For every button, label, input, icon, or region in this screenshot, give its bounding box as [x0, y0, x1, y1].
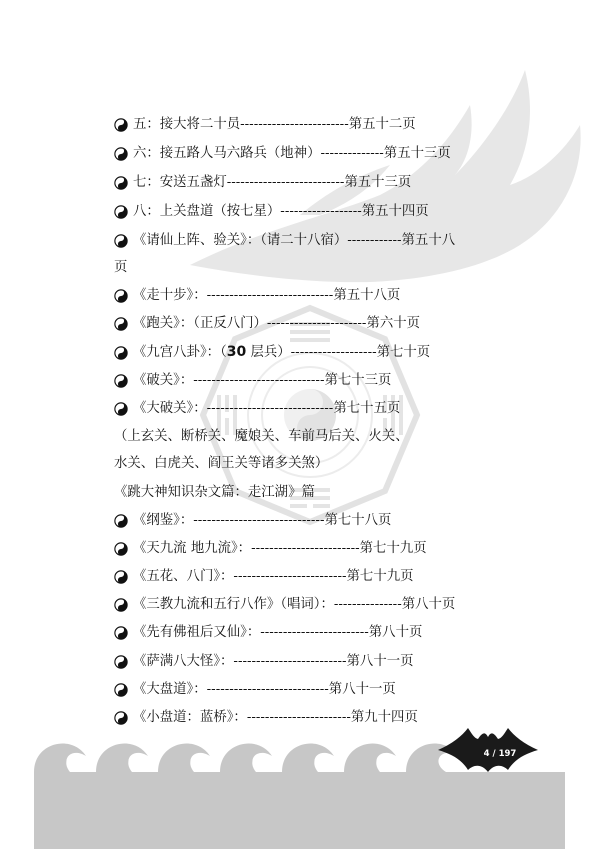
toc-entry-text: 《大盘道》：---------------------------第八十一页 — [133, 682, 396, 697]
taiji-icon — [114, 626, 130, 640]
toc-entry — [114, 369, 391, 393]
taiji-icon — [114, 176, 130, 190]
toc-entry — [114, 340, 430, 364]
taiji-icon — [114, 683, 130, 697]
taiji-icon — [114, 346, 130, 360]
toc-entry — [114, 481, 315, 505]
toc-entry-text: 五：接大将二十员------------------------第五十二页 — [133, 117, 416, 132]
toc-entry-text: 六：接五路人马六路兵（地神）--------------第五十三页 — [133, 146, 451, 161]
toc-entry-number: 30 — [226, 344, 247, 360]
toc-entry — [114, 397, 400, 421]
taiji-icon — [114, 542, 130, 556]
toc-entry-text: 《小盘道：蓝桥》：-----------------------第九十四页 — [133, 710, 418, 725]
toc-entry-text: 《三教九流和五行八作》（唱词）：---------------第八十页 — [133, 597, 456, 612]
taiji-icon — [114, 234, 130, 248]
toc-entry — [114, 113, 416, 137]
page-indicator: 4 / 197 — [483, 749, 517, 759]
toc-entry-text: 《跳大神知识杂文篇：走江湖》篇 — [114, 485, 315, 500]
taiji-icon — [114, 118, 130, 132]
toc-entry — [114, 509, 391, 533]
taiji-icon — [114, 514, 130, 528]
toc-entry — [114, 425, 409, 449]
toc-entry-text: 水关、白虎关、阎王关等诸多关煞） — [114, 456, 329, 471]
toc-entry-text: 《先有佛祖后又仙》：------------------------第八十页 — [133, 625, 423, 640]
toc-entry-text: 《纲鉴》：-----------------------------第七十八页 — [133, 513, 392, 528]
taiji-icon — [114, 402, 130, 416]
toc-entry — [114, 593, 455, 617]
toc-entry — [114, 565, 414, 589]
toc-entry-text: （上玄关、断桥关、魔娘关、车前马后关、火关、 — [114, 429, 409, 444]
toc-entry-text: 《走十步》：----------------------------第五十八页 — [133, 288, 401, 303]
toc-entry-text: 《九宫八卦》：（ — [133, 345, 227, 360]
toc-entry — [114, 621, 422, 645]
toc-entry-text: 八：上关盘道（按七星）------------------第五十四页 — [133, 204, 429, 219]
toc-entry — [114, 650, 414, 674]
toc-entry — [114, 256, 127, 280]
toc-entry — [114, 452, 328, 476]
taiji-icon — [114, 655, 130, 669]
toc-entry-text: 《五花、八门》：-------------------------第七十九页 — [133, 569, 414, 584]
taiji-icon — [114, 205, 130, 219]
taiji-icon — [114, 598, 130, 612]
toc-entry-text: 《大破关》：----------------------------第七十五页 — [133, 401, 401, 416]
wave-footer — [0, 720, 600, 849]
taiji-icon — [114, 317, 130, 331]
toc-entry — [114, 284, 400, 308]
toc-entry — [114, 142, 451, 166]
toc-entry-text: 页 — [114, 260, 128, 275]
toc-entry-text: 《跑关》：（正反八门）----------------------第六十页 — [133, 316, 420, 331]
toc-entry — [114, 537, 427, 561]
toc-entry-text: 层兵）-------------------第七十页 — [246, 345, 431, 360]
toc-entry — [114, 200, 429, 224]
toc-entry — [114, 678, 396, 702]
toc-entry-text: 《天九流 地九流》：------------------------第七十九页 — [133, 541, 427, 556]
toc-entry-text: 七：安送五盏灯--------------------------第五十三页 — [133, 175, 412, 190]
toc-entry — [114, 229, 455, 253]
toc-entry-text: 《萨满八大怪》：-------------------------第八十一页 — [133, 654, 414, 669]
taiji-icon — [114, 570, 130, 584]
taiji-icon — [114, 374, 130, 388]
taiji-icon — [114, 289, 130, 303]
taiji-icon — [114, 147, 130, 161]
toc-entry — [114, 171, 411, 195]
toc-entry-text: 《请仙上阵、验关》：（请二十八宿）------------第五十八 — [133, 233, 456, 248]
toc-entry-text: 《破关》：-----------------------------第七十三页 — [133, 373, 392, 388]
toc-entry — [114, 312, 420, 336]
